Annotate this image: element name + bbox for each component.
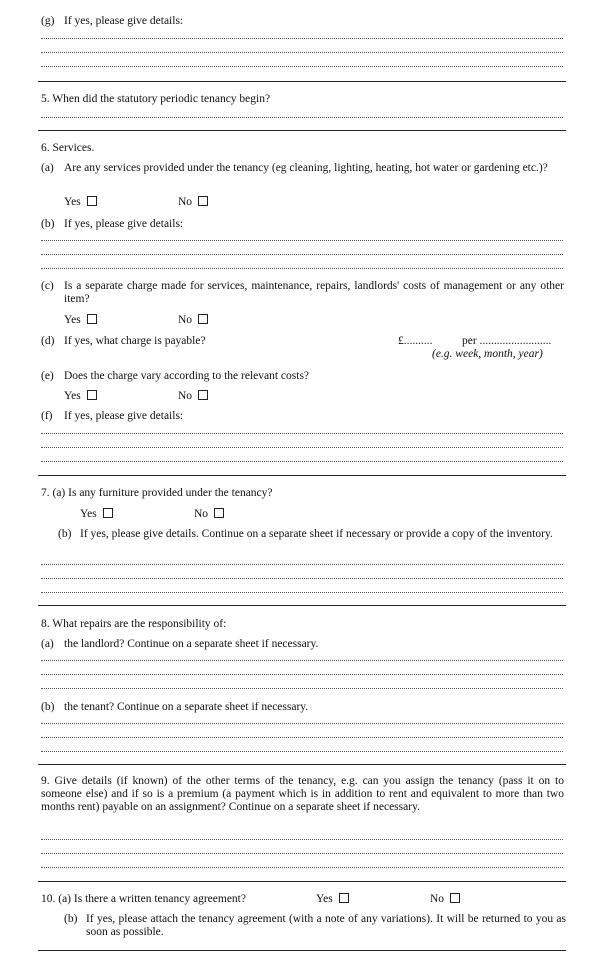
q7-a-no [194, 508, 224, 521]
no-label: No [178, 196, 193, 208]
q6-f-text: If yes, please give details: [64, 410, 184, 422]
yes-label: Yes [64, 390, 81, 402]
answer-line[interactable] [41, 447, 563, 448]
answer-line[interactable] [41, 839, 563, 840]
yes-checkbox[interactable] [87, 196, 97, 206]
no-checkbox[interactable] [198, 390, 208, 400]
yes-checkbox[interactable] [103, 508, 113, 518]
answer-line[interactable] [41, 867, 563, 868]
yes-label: Yes [80, 508, 97, 520]
answer-line[interactable] [41, 674, 563, 675]
no-checkbox[interactable] [450, 893, 460, 903]
q10-a-yes [316, 893, 349, 906]
charge-amount-field[interactable]: £.......... [398, 335, 433, 347]
q6-b-text: If yes, please give details: [64, 218, 184, 230]
q8-a-label: (a) [41, 638, 54, 650]
q10-a-no [430, 893, 460, 906]
section-divider [38, 881, 566, 882]
yes-checkbox[interactable] [87, 390, 97, 400]
q7-a-text: 7. (a) Is any furniture provided under the tenancy? [41, 487, 273, 499]
q6-c-no [178, 314, 208, 327]
q6-e-text: Does the charge vary according to the relevant costs? [64, 370, 310, 382]
q5-g-text: If yes, please give details: [64, 15, 184, 27]
yes-label: Yes [64, 196, 81, 208]
no-label: No [430, 893, 445, 905]
answer-line[interactable] [41, 117, 563, 118]
answer-line[interactable] [41, 592, 563, 593]
yes-checkbox[interactable] [87, 314, 97, 324]
q6-d-label: (d) [41, 335, 55, 347]
q9-text: 9. Give details (if known) of the other terms of the tenancy, e.g. can you assign the tenancy (pass it on to someone else) and if so is a premium (a payment which is in addition to rent and equivalent to more than two months rent) payable on an assignment? Continue on a separate sheet if necessary. [41, 775, 564, 813]
q6-f-label: (f) [41, 410, 53, 422]
answer-line[interactable] [41, 38, 563, 39]
section-divider [38, 81, 566, 82]
q7-b-text: If yes, please give details. Continue on a separate sheet if necessary or provide a copy of the inventory. [80, 528, 553, 540]
q6-d-text: If yes, what charge is payable? [64, 335, 206, 347]
q7-a-yes [80, 508, 113, 521]
answer-line[interactable] [41, 578, 563, 579]
q6-c-yes [64, 314, 97, 327]
yes-label: Yes [316, 893, 333, 905]
answer-line[interactable] [41, 268, 563, 269]
q6-title: 6. Services. [41, 142, 95, 154]
q6-c-text: Is a separate charge made for services, maintenance, repairs, landlords' costs of management or any other item? [64, 280, 564, 305]
q7-b-label: (b) [58, 528, 72, 540]
no-checkbox[interactable] [198, 196, 208, 206]
q10-a-text: 10. (a) Is there a written tenancy agreement? [41, 893, 246, 905]
no-label: No [178, 314, 193, 326]
section-divider [38, 764, 566, 765]
section-divider [38, 605, 566, 606]
q6-b-label: (b) [41, 218, 55, 230]
q6-a-yes [64, 196, 97, 209]
q6-e-no [178, 390, 208, 403]
answer-line[interactable] [41, 737, 563, 738]
q5-text: 5. When did the statutory periodic tenancy begin? [41, 93, 271, 105]
answer-line[interactable] [41, 660, 563, 661]
q6-c-label: (c) [41, 280, 54, 292]
q6-a-text: Are any services provided under the tenancy (eg cleaning, lighting, heating, hot water or gardening etc.)? [64, 162, 548, 174]
no-label: No [178, 390, 193, 402]
q10-b-text: If yes, please attach the tenancy agreement (with a note of any variations). It will be returned to you as soon as possible. [86, 913, 566, 938]
answer-line[interactable] [41, 723, 563, 724]
answer-line[interactable] [41, 240, 563, 241]
answer-line[interactable] [41, 853, 563, 854]
q6-a-label: (a) [41, 162, 54, 174]
no-checkbox[interactable] [198, 314, 208, 324]
answer-line[interactable] [41, 433, 563, 434]
answer-line[interactable] [41, 66, 563, 67]
yes-label: Yes [64, 314, 81, 326]
charge-period-hint: (e.g. week, month, year) [432, 348, 543, 360]
section-divider [38, 130, 566, 131]
answer-line[interactable] [41, 688, 563, 689]
answer-line[interactable] [41, 52, 563, 53]
q8-b-label: (b) [41, 701, 55, 713]
section-divider [38, 950, 566, 951]
q5-g-label: (g) [41, 15, 55, 27]
q8-title: 8. What repairs are the responsibility of: [41, 618, 227, 630]
q6-a-no [178, 196, 208, 209]
answer-line[interactable] [41, 751, 563, 752]
answer-line[interactable] [41, 461, 563, 462]
answer-line[interactable] [41, 254, 563, 255]
q6-e-yes [64, 390, 97, 403]
q8-b-text: the tenant? Continue on a separate sheet if necessary. [64, 701, 309, 713]
section-divider [38, 475, 566, 476]
yes-checkbox[interactable] [339, 893, 349, 903]
q10-b-label: (b) [64, 913, 78, 925]
q6-e-label: (e) [41, 370, 54, 382]
q8-a-text: the landlord? Continue on a separate sheet if necessary. [64, 638, 319, 650]
no-label: No [194, 508, 209, 520]
answer-line[interactable] [41, 564, 563, 565]
no-checkbox[interactable] [214, 508, 224, 518]
charge-period-field[interactable]: per ......................... [462, 335, 552, 347]
